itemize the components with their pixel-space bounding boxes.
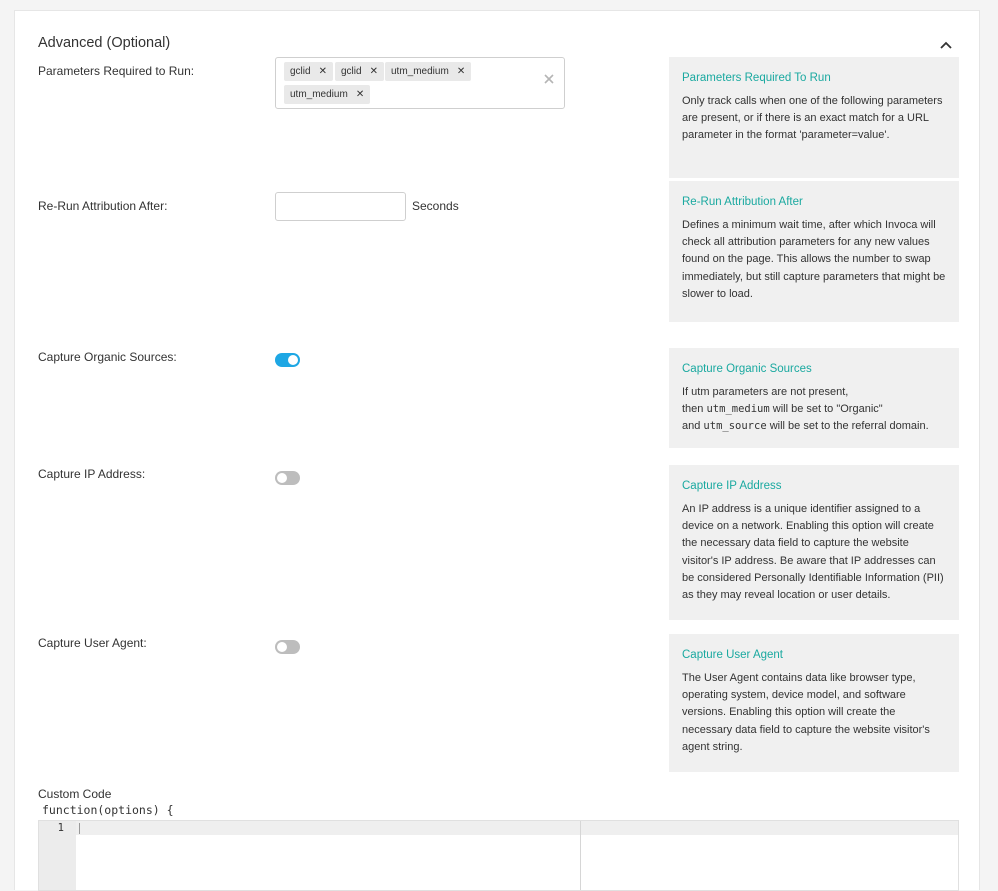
tag-label: utm_medium: [290, 89, 348, 100]
help-code: utm_source: [703, 420, 767, 433]
rerun-label: Re-Run Attribution After:: [38, 199, 168, 213]
help-text: then: [682, 403, 704, 416]
help-body: [682, 384, 946, 436]
params-required-tag-input[interactable]: [275, 57, 565, 109]
advanced-options-card: [14, 10, 980, 890]
help-title: Parameters Required To Run: [682, 72, 831, 84]
help-text: will be set to "Organic": [772, 403, 883, 416]
help-title: Capture User Agent: [682, 649, 784, 661]
close-icon[interactable]: ✕: [369, 66, 378, 77]
toggle-knob: [277, 642, 287, 652]
help-title: Capture Organic Sources: [682, 363, 812, 375]
close-icon[interactable]: ✕: [456, 66, 466, 77]
help-text: If utm parameters are not present,: [682, 386, 849, 398]
section-title: Advanced (Optional): [38, 35, 171, 51]
rerun-seconds-input[interactable]: [275, 192, 406, 221]
close-icon[interactable]: ✕: [318, 66, 327, 77]
toggle-knob: [277, 473, 287, 483]
rerun-help: [669, 181, 959, 322]
rerun-unit-label: Seconds: [412, 199, 459, 213]
help-code: utm_medium: [706, 403, 770, 416]
ip-label: Capture IP Address:: [38, 467, 146, 481]
clear-icon[interactable]: [542, 72, 556, 86]
user-agent-label: Capture User Agent:: [38, 636, 147, 650]
chevron-up-icon[interactable]: [935, 37, 957, 53]
organic-help: [669, 348, 959, 448]
text-cursor: [79, 823, 80, 834]
params-required-help: [669, 57, 959, 178]
help-title: Capture IP Address: [682, 480, 782, 492]
custom-code-label: Custom Code: [38, 787, 112, 801]
user-agent-toggle[interactable]: [275, 640, 300, 654]
tag-label: utm_medium: [391, 66, 449, 77]
ip-toggle[interactable]: [275, 471, 300, 485]
line-number: 1: [57, 822, 64, 834]
params-required-label: Parameters Required to Run:: [38, 64, 195, 78]
code-editor[interactable]: [38, 820, 959, 891]
active-line: [76, 821, 958, 835]
user-agent-help: [669, 634, 959, 772]
tag-chip: [284, 85, 370, 104]
tag-label: gclid: [341, 66, 362, 77]
close-icon[interactable]: ✕: [355, 89, 365, 100]
help-text: will be set to the referral domain.: [769, 420, 929, 433]
tag-chip: [335, 62, 384, 81]
editor-gutter: [39, 821, 76, 890]
custom-code-signature: function(options) {: [42, 803, 174, 817]
ip-help: [669, 465, 959, 620]
toggle-knob: [288, 355, 298, 365]
help-text: and: [682, 420, 701, 433]
tag-label: gclid: [290, 66, 311, 77]
help-body: The User Agent contains data like browser type, operating system, device model, and software versions. Enabling this option will create the necessary data field to capture the website visitor's agent string.: [682, 672, 930, 753]
organic-toggle[interactable]: [275, 353, 300, 367]
organic-label: Capture Organic Sources:: [38, 350, 177, 364]
help-body: Defines a minimum wait time, after which Invoca will check all attribution parameters for any new values found on the page. This allows the number to swap immediately, but still capture parameters that might be slower to load.: [682, 219, 946, 300]
help-body: Only track calls when one of the following parameters are present, or if there is an exact match for a URL parameter in the format 'parameter=value'.: [682, 95, 943, 142]
tag-chip: [284, 62, 333, 81]
tag-chip: [385, 62, 471, 81]
help-body: An IP address is a unique identifier assigned to a device on a network. Enabling this option will create the necessary data field to capture the website visitor's IP address. Be aware that IP addresses can be considered Personally Identifiable Information (PII) as they may reveal location or user details.: [682, 503, 944, 602]
editor-split-divider: [580, 821, 581, 890]
help-title: Re-Run Attribution After: [682, 196, 803, 208]
